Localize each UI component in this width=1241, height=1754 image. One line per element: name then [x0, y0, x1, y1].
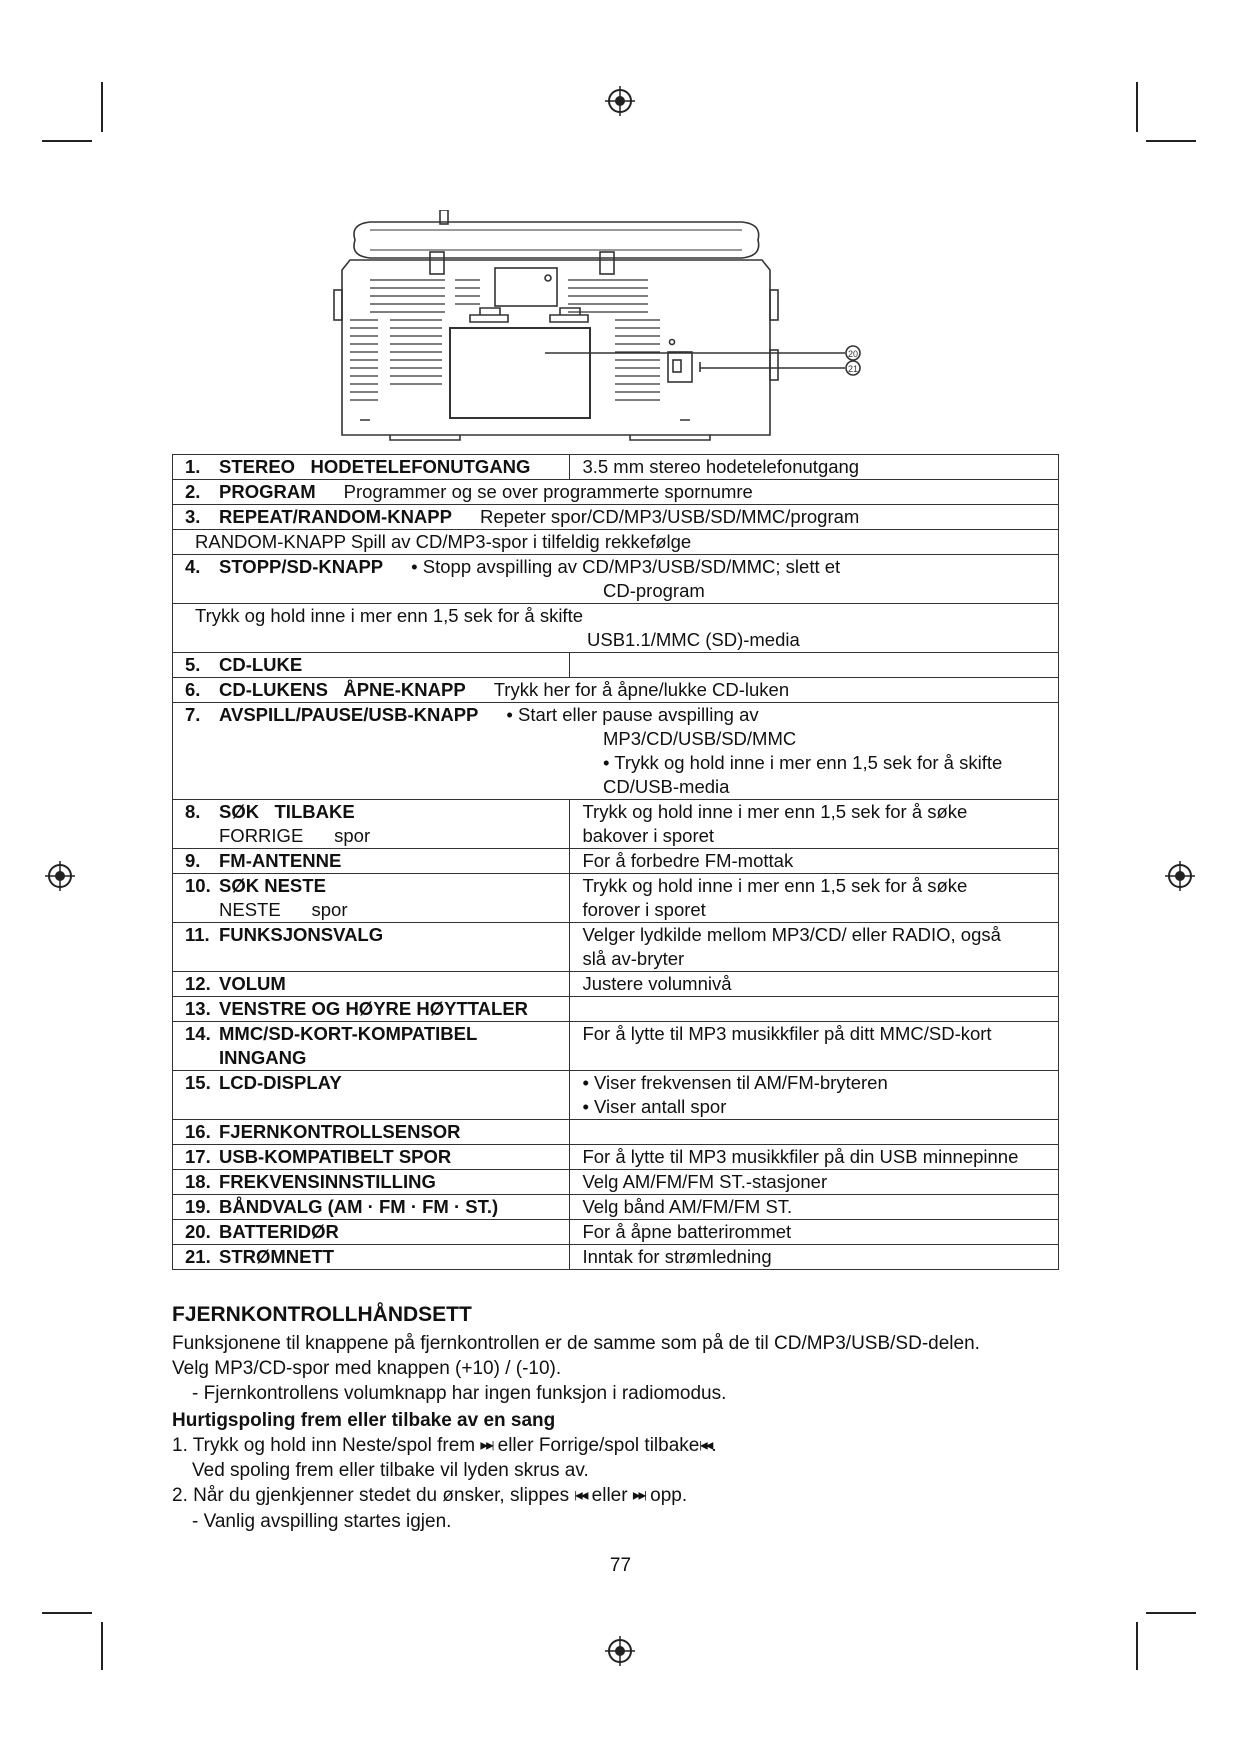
registration-mark-icon [1164, 860, 1196, 892]
table-cell-description: Justere volumnivå [570, 972, 1059, 997]
table-cell-description: For å forbedre FM-mottak [570, 849, 1059, 874]
table-cell-name: 15. LCD-DISPLAY [173, 1071, 570, 1120]
table-cell-name: 13. VENSTRE OG HØYRE HØYTTALER [173, 997, 570, 1022]
table-cell-description: Trykk og hold inne i mer enn 1,5 sek for å søke bakover i sporet [570, 800, 1059, 849]
table-row [173, 555, 1059, 604]
crop-mark [101, 1622, 103, 1670]
table-row [173, 997, 1059, 1022]
table-row [173, 1220, 1059, 1245]
table-cell-description [570, 653, 1059, 678]
paragraph: Velg MP3/CD-spor med knappen (+10) / (-10). [172, 1358, 562, 1379]
table-row [173, 530, 1059, 555]
previous-track-icon: |◀◀ [574, 1490, 587, 1502]
table-row [173, 874, 1059, 923]
table-row [173, 923, 1059, 972]
note: - Fjernkontrollens volumknapp har ingen funksjon i radiomodus. [192, 1383, 727, 1404]
table-cell-description: Velger lydkilde mellom MP3/CD/ eller RADIO, også slå av-bryter [570, 923, 1059, 972]
table-cell-name: 17. USB-KOMPATIBELT SPOR [173, 1145, 570, 1170]
table-row [173, 1195, 1059, 1220]
table-row [173, 1245, 1059, 1270]
table-cell-description: For å lytte til MP3 musikkfiler på ditt MMC/SD-kort [570, 1022, 1059, 1071]
table-cell-item: 3. REPEAT/RANDOM-KNAPP Repeter spor/CD/MP3/USB/SD/MMC/program [173, 505, 1059, 530]
table-cell-name: 1. STEREO HODETELEFONUTGANG [173, 455, 570, 480]
step-2-note: - Vanlig avspilling startes igjen. [192, 1510, 452, 1532]
table-cell-name: 19. BÅNDVALG (AM · FM · FM · ST.) [173, 1195, 570, 1220]
table-row [173, 800, 1059, 849]
table-cell-description [570, 1120, 1059, 1145]
table-cell-name: 8. SØK TILBAKE FORRIGE spor [173, 800, 570, 849]
table-cell-description: Velg bånd AM/FM/FM ST. [570, 1195, 1059, 1220]
section-title: FJERNKONTROLLHÅNDSETT [172, 1303, 472, 1326]
table-cell-name: 21. STRØMNETT [173, 1245, 570, 1270]
table-row [173, 678, 1059, 703]
remote-control-section [172, 1302, 1072, 1534]
table-cell-name: 12. VOLUM [173, 972, 570, 997]
table-cell-description: Inntak for strømledning [570, 1245, 1059, 1270]
table-cell-item: 6. CD-LUKENS ÅPNE-KNAPP Trykk her for å åpne/lukke CD-luken [173, 678, 1059, 703]
next-track-icon: ▶▶| [632, 1490, 645, 1502]
table-cell-name: 5. CD-LUKE [173, 653, 570, 678]
table-row [173, 972, 1059, 997]
callout-20: 20 [847, 349, 859, 359]
table-cell-description: • Viser frekvensen til AM/FM-bryteren • Viser antall spor [570, 1071, 1059, 1120]
paragraph: Funksjonene til knappene på fjernkontrollen er de samme som på de til CD/MP3/USB/SD-delen. [172, 1333, 980, 1354]
table-cell-description: For å lytte til MP3 musikkfiler på din USB minnepinne [570, 1145, 1059, 1170]
table-cell-description [570, 997, 1059, 1022]
step-1: 1. Trykk og hold inn Neste/spol frem ▶▶| eller Forrige/spol tilbake|◀◀. [172, 1435, 717, 1456]
crop-mark [101, 82, 103, 132]
callout-21: 21 [847, 364, 859, 374]
table-cell-name: 16. FJERNKONTROLLSENSOR [173, 1120, 570, 1145]
device-back-illustration [330, 210, 930, 442]
table-row [173, 1071, 1059, 1120]
crop-mark [42, 1612, 92, 1614]
registration-mark-icon [604, 1635, 636, 1667]
page-number: 77 [609, 1555, 632, 1576]
table-cell-description: Trykk og hold inne i mer enn 1,5 sek for å søke forover i sporet [570, 874, 1059, 923]
step-1-note: Ved spoling frem eller tilbake vil lyden skrus av. [192, 1460, 589, 1482]
next-track-icon: ▶▶| [480, 1440, 493, 1452]
crop-mark [1136, 82, 1138, 132]
table-row [173, 703, 1059, 800]
table-row [173, 653, 1059, 678]
table-row [173, 1145, 1059, 1170]
table-cell-note: Trykk og hold inne i mer enn 1,5 sek for å skifte USB1.1/MMC (SD)-media [173, 604, 1059, 653]
table-cell-description: 3.5 mm stereo hodetelefonutgang [570, 455, 1059, 480]
table-row [173, 505, 1059, 530]
table-row [173, 1120, 1059, 1145]
crop-mark [1146, 1612, 1196, 1614]
step-2: 2. Når du gjenkjenner stedet du ønsker, slippes |◀◀ eller ▶▶| opp. [172, 1485, 688, 1507]
table-cell-name: 11. FUNKSJONSVALG [173, 923, 570, 972]
table-cell-name: 18. FREKVENSINNSTILLING [173, 1170, 570, 1195]
table-row [173, 1170, 1059, 1195]
table-cell-name: 10. SØK NESTE NESTE spor [173, 874, 570, 923]
table-row [173, 1022, 1059, 1071]
table-row [173, 480, 1059, 505]
crop-mark [42, 140, 92, 142]
table-row [173, 604, 1059, 653]
crop-mark [1136, 1622, 1138, 1670]
table-cell-description: For å åpne batterirommet [570, 1220, 1059, 1245]
registration-mark-icon [604, 85, 636, 117]
table-cell-item: 4. STOPP/SD-KNAPP • Stopp avspilling av CD/MP3/USB/SD/MMC; slett et CD-program [173, 555, 1059, 604]
table-cell-item: 2. PROGRAM Programmer og se over programmerte spornumre [173, 480, 1059, 505]
registration-mark-icon [44, 860, 76, 892]
table-cell-item: 7. AVSPILL/PAUSE/USB-KNAPP • Start eller pause avspilling av MP3/CD/USB/SD/MMC • Trykk og hold inne i mer enn 1,5 sek for å skifte CD/USB-media [173, 703, 1059, 800]
table-row [173, 455, 1059, 480]
specifications-table [172, 454, 1059, 1270]
table-cell-name: 9. FM-ANTENNE [173, 849, 570, 874]
previous-track-icon: |◀◀ [699, 1440, 712, 1452]
table-cell-name: 14. MMC/SD-KORT-KOMPATIBEL INNGANG [173, 1022, 570, 1071]
subsection-title: Hurtigspoling frem eller tilbake av en sang [172, 1410, 556, 1431]
table-cell-name: 20. BATTERIDØR [173, 1220, 570, 1245]
table-cell-note: RANDOM-KNAPP Spill av CD/MP3-spor i tilfeldig rekkefølge [173, 530, 1059, 555]
crop-mark [1146, 140, 1196, 142]
table-row [173, 849, 1059, 874]
table-cell-description: Velg AM/FM/FM ST.-stasjoner [570, 1170, 1059, 1195]
